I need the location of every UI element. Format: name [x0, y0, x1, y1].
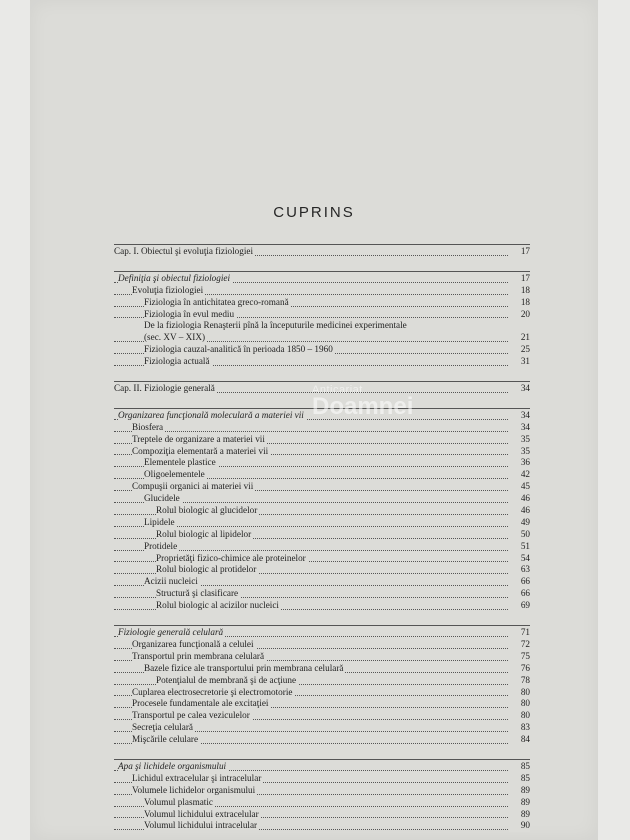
toc-entry-page: 71 — [509, 627, 530, 639]
toc-entry — [114, 493, 530, 505]
section-rule — [114, 625, 530, 626]
toc-entry — [114, 820, 530, 832]
toc-entry-title: Rolul biologic al protidelor — [156, 564, 257, 575]
toc-entry-page: 78 — [509, 675, 530, 687]
toc-entry-page: 80 — [509, 710, 530, 722]
toc-entry — [114, 663, 530, 675]
toc-entry-title: Structură şi clasificare — [156, 588, 239, 599]
toc-entry — [114, 529, 530, 541]
toc-entry-title: Cuplarea electrosecretorie şi electromotorie — [132, 686, 293, 697]
toc-entry — [114, 481, 530, 493]
toc-entry — [114, 675, 530, 687]
toc-entry — [114, 761, 530, 773]
section-gap — [114, 612, 530, 623]
toc-entry-page: 36 — [509, 457, 530, 469]
toc-entry — [114, 320, 530, 332]
toc-entry — [114, 446, 530, 458]
toc-entry-page: 20 — [509, 309, 530, 321]
toc-entry-title: Evoluţia fiziologiei — [132, 284, 204, 295]
toc-entry-title: Fiziologia actuală — [144, 356, 210, 367]
table-of-contents — [114, 242, 530, 832]
toc-entry-title: Elementele plastice — [144, 457, 216, 468]
toc-entry — [114, 541, 530, 553]
toc-entry-page: 45 — [509, 481, 530, 493]
toc-entry — [114, 517, 530, 529]
toc-entry — [114, 457, 530, 469]
toc-entry-title: Volumul lichidului intracelular — [144, 820, 258, 831]
toc-entry-page: 35 — [509, 446, 530, 458]
toc-entry — [114, 785, 530, 797]
toc-entry-page: 17 — [509, 273, 530, 285]
book-page — [30, 0, 598, 840]
toc-entry — [114, 639, 530, 651]
toc-entry — [114, 576, 530, 588]
toc-entry-title: Fiziologia cauzal-analitică în perioada 1850 – 1960 — [144, 344, 333, 355]
toc-entry-title: Protidele — [144, 540, 178, 551]
page-title: CUPRINS — [273, 204, 355, 221]
toc-entry-title: Definiţia şi obiectul fiziologiei — [118, 272, 231, 283]
toc-entry-title: Treptele de organizare a materiei vii — [132, 433, 265, 444]
toc-entry — [114, 422, 530, 434]
toc-entry-page: 80 — [509, 698, 530, 710]
toc-entry — [114, 687, 530, 699]
toc-entry-title: Potenţialul de membrană şi de acţiune — [156, 674, 297, 685]
toc-entry-title: Volumul lichidului extracelular — [144, 808, 259, 819]
toc-entry — [114, 297, 530, 309]
leader-dots — [114, 431, 508, 432]
toc-entry-title: Mişcările celulare — [132, 734, 199, 745]
toc-entry-title: Rolul biologic al acizilor nucleici — [156, 600, 279, 611]
toc-entry-title: De la fiziologia Renaşterii pînă la începuturile medicinei experimentale — [144, 320, 407, 331]
toc-entry-title: Lichidul extracelular şi intracelular — [132, 772, 262, 783]
toc-entry-title: Apa şi lichidele organismului — [118, 760, 227, 771]
toc-entry-title: Volumele lichidelor organismului — [132, 784, 256, 795]
toc-entry-page: 34 — [509, 410, 530, 422]
toc-entry-title: Rolul biologic al glucidelor — [156, 505, 258, 516]
toc-entry-page: 63 — [509, 564, 530, 576]
toc-entry-title: Fiziologie generală celulară — [118, 627, 224, 638]
toc-entry-title: Transportul pe calea veziculelor — [132, 710, 250, 721]
toc-entry-page: 21 — [509, 332, 530, 344]
toc-entry-page: 89 — [509, 809, 530, 821]
toc-entry — [114, 698, 530, 710]
toc-entry-page: 46 — [509, 505, 530, 517]
toc-entry-page: 75 — [509, 651, 530, 663]
toc-entry-page: 17 — [509, 246, 530, 258]
toc-entry-title: Bazele fizice ale transportului prin membrana celulară — [144, 662, 344, 673]
toc-entry — [114, 246, 530, 258]
toc-entry-page: 84 — [509, 734, 530, 746]
toc-entry-title: Fiziologia în evul mediu — [144, 308, 235, 319]
toc-entry-title: Volumul plasmatic — [144, 796, 213, 807]
toc-entry — [114, 285, 530, 297]
toc-entry — [114, 469, 530, 481]
toc-entry-page: 80 — [509, 687, 530, 699]
toc-entry-page: 85 — [509, 773, 530, 785]
toc-entry — [114, 344, 530, 356]
toc-entry — [114, 588, 530, 600]
toc-entry-page: 35 — [509, 434, 530, 446]
toc-entry-title: Biosfera — [132, 421, 164, 432]
toc-entry-title: Oligoelementele — [144, 469, 205, 480]
toc-entry — [114, 773, 530, 785]
toc-entry-title: Cap. I. Obiectul şi evoluţia fiziologiei — [114, 246, 254, 256]
toc-entry — [114, 434, 530, 446]
toc-entry-page: 90 — [509, 820, 530, 832]
toc-entry — [114, 809, 530, 821]
toc-entry-title: Proprietăţi fizico-chimice ale proteinelor — [156, 552, 306, 563]
toc-entry-title: Transportul prin membrana celulară — [132, 650, 265, 661]
toc-entry-title: Acizii nucleici — [144, 576, 198, 587]
toc-entry-page: 72 — [509, 639, 530, 651]
toc-entry-page: 51 — [509, 541, 530, 553]
toc-entry-page: 76 — [509, 663, 530, 675]
toc-entry-page: 83 — [509, 722, 530, 734]
toc-entry-page: 31 — [509, 356, 530, 368]
toc-entry-page: 42 — [509, 469, 530, 481]
toc-entry — [114, 651, 530, 663]
toc-entry — [114, 273, 530, 285]
watermark-line2: Doamnei — [312, 393, 414, 420]
section-gap — [114, 258, 530, 269]
toc-entry-page: 89 — [509, 797, 530, 809]
toc-entry-title: Rolul biologic al lipidelor — [156, 528, 252, 539]
section-rule — [114, 381, 530, 382]
toc-entry — [114, 505, 530, 517]
toc-entry — [114, 797, 530, 809]
toc-entry-page: 25 — [509, 344, 530, 356]
watermark-line1: Anticariat — [312, 384, 363, 396]
toc-entry-page: 34 — [509, 422, 530, 434]
toc-entry — [114, 309, 530, 321]
toc-entry-title: Secreţia celulară — [132, 722, 193, 733]
toc-entry — [114, 332, 530, 344]
toc-entry-page: 49 — [509, 517, 530, 529]
toc-entry-page: 18 — [509, 297, 530, 309]
toc-entry-title: Organizarea funcţională moleculară a materiei vii — [118, 409, 304, 420]
toc-entry-title: Organizarea funcţională a celulei — [132, 638, 254, 649]
toc-entry-page: 54 — [509, 553, 530, 565]
toc-entry — [114, 710, 530, 722]
watermark — [312, 384, 413, 421]
toc-entry-title: Compuşii organici ai materiei vii — [132, 481, 254, 492]
toc-entry-title: Glucidele — [144, 493, 180, 504]
section-gap — [114, 368, 530, 379]
toc-entry-page: 50 — [509, 529, 530, 541]
toc-entry-title: (sec. XV – XIX) — [144, 332, 206, 343]
toc-entry-title: Lipidele — [144, 516, 175, 527]
toc-entry-page: 18 — [509, 285, 530, 297]
toc-entry-page: 69 — [509, 600, 530, 612]
section-rule — [114, 271, 530, 272]
toc-entry-title: Fiziologia în antichitatea greco-romană — [144, 296, 289, 307]
toc-entry — [114, 564, 530, 576]
toc-entry-page: 66 — [509, 588, 530, 600]
toc-entry-page: 89 — [509, 785, 530, 797]
toc-entry-title: Cap. II. Fiziologie generală — [114, 383, 215, 394]
toc-entry-title: Procesele fundamentale ale excitaţiei — [132, 698, 269, 709]
toc-entry — [114, 356, 530, 368]
toc-entry — [114, 627, 530, 639]
toc-entry-page: 66 — [509, 576, 530, 588]
toc-entry-page: 85 — [509, 761, 530, 773]
toc-entry — [114, 734, 530, 746]
toc-entry — [114, 553, 530, 565]
toc-entry-page: 46 — [509, 493, 530, 505]
section-rule — [114, 244, 530, 245]
toc-entry — [114, 600, 530, 612]
section-rule — [114, 759, 530, 760]
toc-entry-page: 34 — [509, 383, 530, 395]
section-gap — [114, 746, 530, 757]
toc-entry — [114, 722, 530, 734]
toc-entry-title: Compoziţia elementară a materiei vii — [132, 445, 269, 456]
